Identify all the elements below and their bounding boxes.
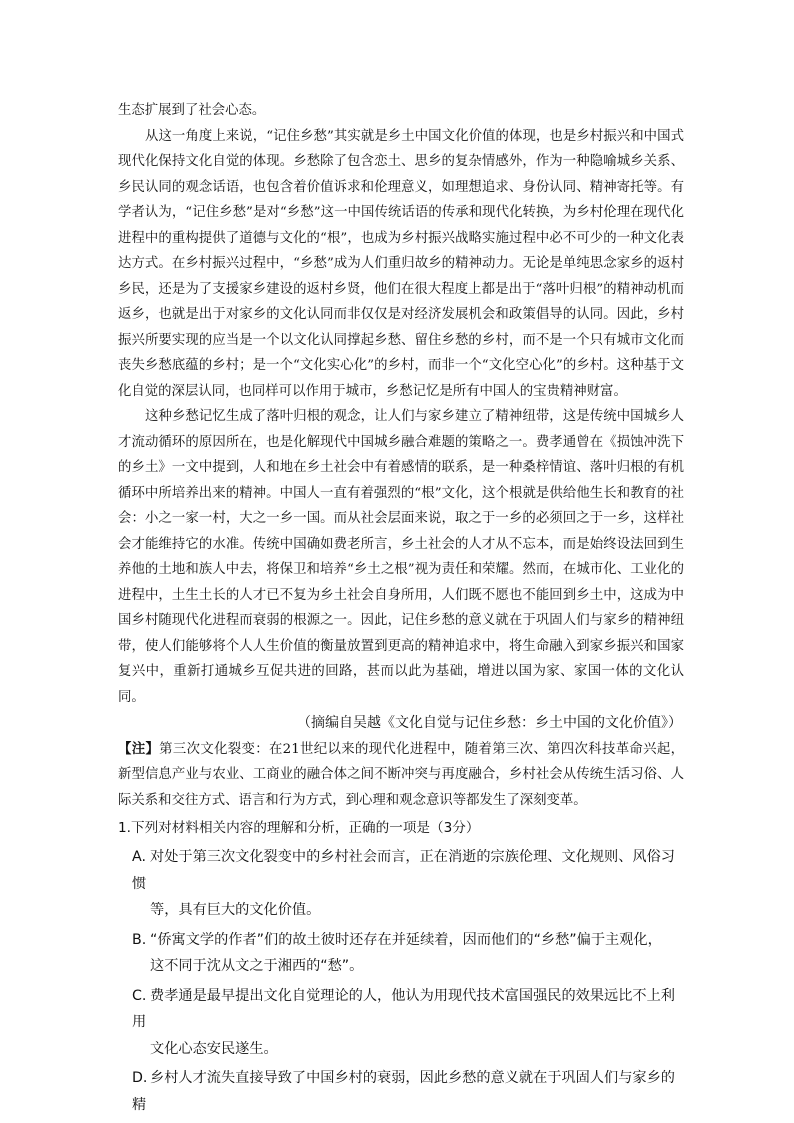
paragraph-remember-nostalgia: 从这一角度上来说，“记住乡愁”其实就是乡土中国文化价值的体现，也是乡村振兴和中国式现代化保持文化自觉的体现。乡愁除了包含恋土、思乡的复杂情感外，作为一种隐喻城乡关系、乡民认同的观念话语，也包含着价值诉求和伦理意义，如理想追求、身份认同、精神寄托等。有学者认为，“记住乡愁”是对“乡愁”这一中国传统话语的传承和现代化转换，为乡村伦理在现代化进程中的重构提供了道德与文化的“根”，也成为乡村振兴战略实施过程中必不可少的一种文化表达方式。在乡村振兴过程中，“乡愁”成为人们重归故乡的精神动力。无论是单纯思念家乡的返村乡民，还是为了支援家乡建设的返村乡贤，他们在很大程度上都是出于“落叶归根”的精神动机而返乡，也就是出于对家乡的文化认同而非仅仅是对经济发展机会和政策倡导的认同。因此，乡村振兴所要实现的应当是一个以文化认同撑起乡愁、留住乡愁的乡村，而不是一个只有城市文化而丧失乡愁底蕴的乡村；是一个“文化实心化”的乡村，而非一个“文化空心化”的乡村。这种基于文化自觉的深层认同，也同样可以作用于城市，乡愁记忆是所有中国人的宝贵精神财富。: [118, 128, 684, 399]
option-d[interactable]: [118, 1065, 684, 1118]
option-letter: B.: [132, 931, 147, 948]
paragraph-roots-concept: 这种乡愁记忆生成了落叶归根的观念，让人们与家乡建立了精神纽带，这是传统中国城乡人才流动循环的原因所在，也是化解现代中国城乡融合难题的策略之一。费孝通曾在《损蚀冲洗下的乡土》一文中提到，人和地在乡土社会中有着感情的联系，是一种桑梓情谊、落叶归根的有机循环中所培养出来的精神。中国人一直有着强烈的“根”文化，这个根就是供给他生长和教育的社会：小之一家一村，大之一乡一国。而从社会层面来说，取之于一乡的必须回之于一乡，这样社会才能维持它的水准。传统中国确如费老所言，乡土社会的人才从不忘本，而是始终设法回到生养他的土地和族人中去，将保卫和培养“乡土之根”视为责任和荣耀。然而，在城市化、工业化的进程中，土生土长的人才已不复为乡土社会自身所用，人们既不愿也不能回到乡土中，这成为中国乡村随现代化进程而衰弱的根源之一。因此，记住乡愁的意义就在于巩固人们与家乡的精神纽带，使人们能够将个人人生价值的衡量放置到更高的精神追求中，将生命融入到家乡振兴和国家复兴中，重新打通城乡互促共进的回路，甚而以此为基础，增进以国为家、家国一体的文化认同。: [118, 409, 684, 705]
option-text: 乡村人才流失直接导致了中国乡村的衰弱，因此乡愁的意义就在于巩固人们与家乡的精: [132, 1070, 675, 1113]
footnote: [118, 737, 684, 814]
option-text: “侨寓文学的作者”们的故土彼时还存在并延续着，因而他们的“乡愁”偏于主观化，: [150, 931, 662, 948]
option-b[interactable]: [118, 927, 684, 980]
option-c[interactable]: [118, 983, 684, 1063]
option-text-cont: 文化心态安民遂生。: [150, 1040, 278, 1057]
option-letter: A.: [132, 849, 146, 865]
footnote-text: 第三次文化裂变：在21世纪以来的现代化进程中，随着第三次、第四次科技革命兴起，新型信息产业与农业、工商业的融合体之间不断冲突与再度融合，乡村社会从传统生活习俗、人际关系和交往方式、语言和行为方式，到心理和观念意识等都发生了深刻变革。: [118, 741, 684, 808]
footnote-tag: 【注】: [118, 740, 160, 757]
option-text: 费孝通是最早提出文化自觉理论的人，他认为用现代技术富国强民的效果远比不上利用: [132, 987, 675, 1030]
option-letter: C.: [132, 987, 147, 1004]
question-stem: 1.下列对材料相关内容的理解和分析，正确的一项是（3分）: [118, 820, 480, 836]
paragraph-continuation: 生态扩展到了社会心态。: [118, 103, 266, 118]
option-text-cont: 这不同于沈从文之于湘西的“愁”。: [150, 958, 364, 974]
option-letter: D.: [132, 1070, 148, 1086]
option-a[interactable]: [118, 844, 684, 924]
option-text: 对处于第三次文化裂变中的乡村社会而言，正在消逝的宗族伦理、文化规则、风俗习惯: [132, 849, 675, 892]
option-text-cont: 等，具有巨大的文化价值。: [150, 902, 321, 918]
source-citation: （摘编自吴越《文化自觉与记住乡愁：乡土中国的文化价值》）: [297, 715, 682, 731]
